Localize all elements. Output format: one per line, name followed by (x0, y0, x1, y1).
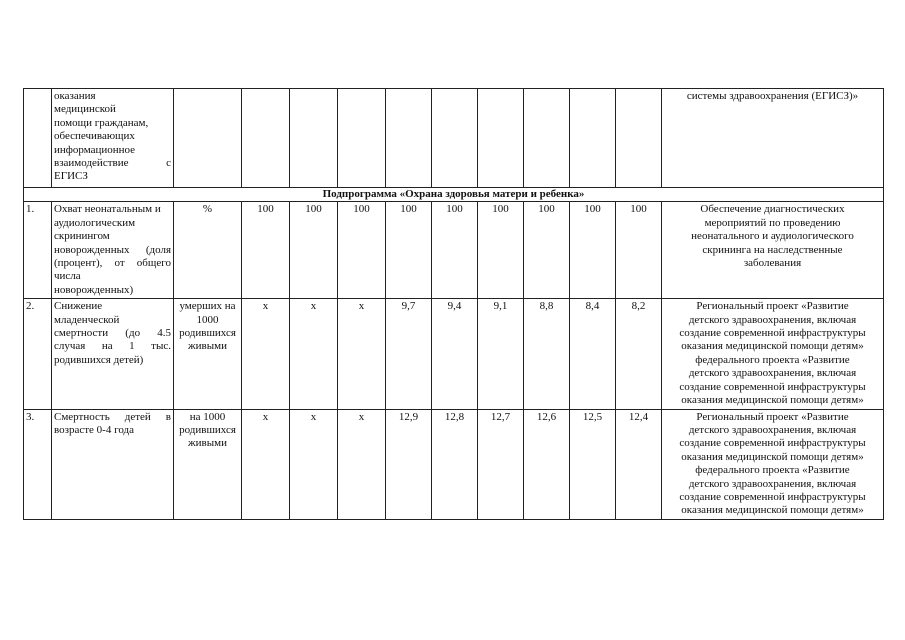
note-line: оказания медицинской помощи детям» (681, 340, 864, 353)
value-cell: 100 (524, 202, 570, 299)
unit-line: 1000 (196, 313, 219, 326)
value-cell (524, 89, 570, 188)
value-cell: 100 (616, 202, 662, 299)
value-cell: 100 (386, 202, 432, 299)
value-cell: 100 (432, 202, 478, 299)
unit-line: умерших на (179, 300, 236, 313)
value-cell: x (242, 299, 290, 409)
name-line: обеспечивающих (54, 130, 135, 143)
unit-line: родившихся (179, 423, 236, 436)
row-number: 2. (24, 299, 52, 409)
continuation-row (24, 89, 884, 188)
note-line: создание современной инфраструктуры (679, 437, 866, 450)
subprogram-header-row (24, 188, 884, 202)
value-cell: x (242, 409, 290, 519)
note-line: неонатального и аудиологического (691, 230, 854, 243)
row-number: 3. (24, 409, 52, 519)
note-line: Обеспечение диагностических (700, 203, 845, 216)
value-cell (290, 89, 338, 188)
name-line: смертности (до 4.5 (54, 327, 171, 340)
value-cell: x (290, 409, 338, 519)
name-line: медицинской (54, 103, 116, 116)
note-line: детского здравоохранения, включая (688, 423, 857, 436)
note-line: федерального проекта «Развитие (695, 464, 850, 477)
unit-cell (174, 202, 242, 299)
value-cell (478, 89, 524, 188)
name-line: оказания (54, 90, 96, 102)
unit-line: живыми (188, 340, 227, 353)
note-cell (662, 89, 884, 188)
note-line: мероприятий по проведению (704, 216, 841, 229)
subprogram-title: Подпрограмма «Охрана здоровья матери и ребенка» (24, 188, 884, 202)
indicator-row (24, 409, 884, 519)
name-line: возрасте 0-4 года (54, 423, 134, 436)
note-cell (662, 409, 884, 519)
value-cell: 9,4 (432, 299, 478, 409)
name-line: младенческой (54, 313, 120, 326)
name-line: Охват неонатальным и (54, 203, 161, 216)
value-cell (386, 89, 432, 188)
note-line: федерального проекта «Развитие (695, 353, 850, 366)
note-line: детского здравоохранения, включая (688, 477, 857, 490)
value-cell: 8,8 (524, 299, 570, 409)
unit-cell (174, 89, 242, 188)
indicator-name-cell (52, 202, 174, 299)
unit-cell (174, 409, 242, 519)
number-cell (24, 89, 52, 188)
unit-line: на 1000 (189, 410, 226, 423)
note-line: создание современной инфраструктуры (679, 327, 866, 340)
value-cell: 100 (570, 202, 616, 299)
note-cell (662, 202, 884, 299)
unit-line: родившихся (179, 327, 236, 340)
value-cell: 100 (290, 202, 338, 299)
note-line: создание современной инфраструктуры (679, 490, 866, 503)
note-line: оказания медицинской помощи детям» (681, 504, 864, 517)
note-line: детского здравоохранения, включая (688, 367, 857, 380)
note-line: системы здравоохранения (ЕГИСЗ)» (686, 90, 859, 102)
indicators-table (23, 88, 884, 520)
value-cell: x (338, 299, 386, 409)
name-line: (процент), от общего (54, 257, 171, 270)
name-line: скринингом (54, 230, 110, 243)
value-cell: 12,4 (616, 409, 662, 519)
value-cell: 9,1 (478, 299, 524, 409)
indicator-name-cell (52, 409, 174, 519)
unit-cell (174, 299, 242, 409)
value-cell: x (338, 409, 386, 519)
name-line: информационное (54, 143, 136, 156)
value-cell (432, 89, 478, 188)
value-cell: 12,5 (570, 409, 616, 519)
name-line: новорожденных) (54, 283, 134, 296)
value-cell: 12,8 (432, 409, 478, 519)
name-line: ЕГИСЗ (54, 170, 88, 183)
name-line: числа (54, 270, 81, 283)
note-line: скрининга на наследственные (702, 243, 843, 256)
value-cell: 100 (242, 202, 290, 299)
note-line: оказания медицинской помощи детям» (681, 450, 864, 463)
note-line: Региональный проект «Развитие (696, 300, 849, 313)
value-cell: 8,4 (570, 299, 616, 409)
name-line: родившихся детей) (54, 353, 144, 366)
value-cell: 9,7 (386, 299, 432, 409)
value-cell: 100 (338, 202, 386, 299)
note-line: оказания медицинской помощи детям» (681, 394, 864, 407)
row-number: 1. (24, 202, 52, 299)
note-line: Региональный проект «Развитие (696, 410, 849, 423)
indicator-name-cell (52, 299, 174, 409)
value-cell: 8,2 (616, 299, 662, 409)
unit-line: живыми (188, 437, 227, 450)
name-line: Смертность детей в (54, 410, 171, 423)
value-cell (242, 89, 290, 188)
note-line: создание современной инфраструктуры (679, 380, 866, 393)
value-cell (570, 89, 616, 188)
name-line: взаимодействие с (54, 157, 171, 170)
name-line: помощи гражданам, (54, 116, 149, 129)
name-line: новорожденных (доля (54, 243, 171, 256)
note-cell (662, 299, 884, 409)
value-cell: 12,7 (478, 409, 524, 519)
value-cell: x (290, 299, 338, 409)
unit-line: % (202, 203, 213, 216)
note-line: детского здравоохранения, включая (688, 313, 857, 326)
indicator-row (24, 202, 884, 299)
name-line: аудиологическим (54, 216, 136, 229)
value-cell: 100 (478, 202, 524, 299)
value-cell: 12,6 (524, 409, 570, 519)
name-line: Снижение (54, 300, 103, 313)
value-cell: 12,9 (386, 409, 432, 519)
value-cell (338, 89, 386, 188)
indicator-row (24, 299, 884, 409)
indicator-name-cell (52, 89, 174, 188)
note-line: заболевания (743, 257, 802, 270)
value-cell (616, 89, 662, 188)
name-line: случая на 1 тыс. (54, 340, 171, 353)
